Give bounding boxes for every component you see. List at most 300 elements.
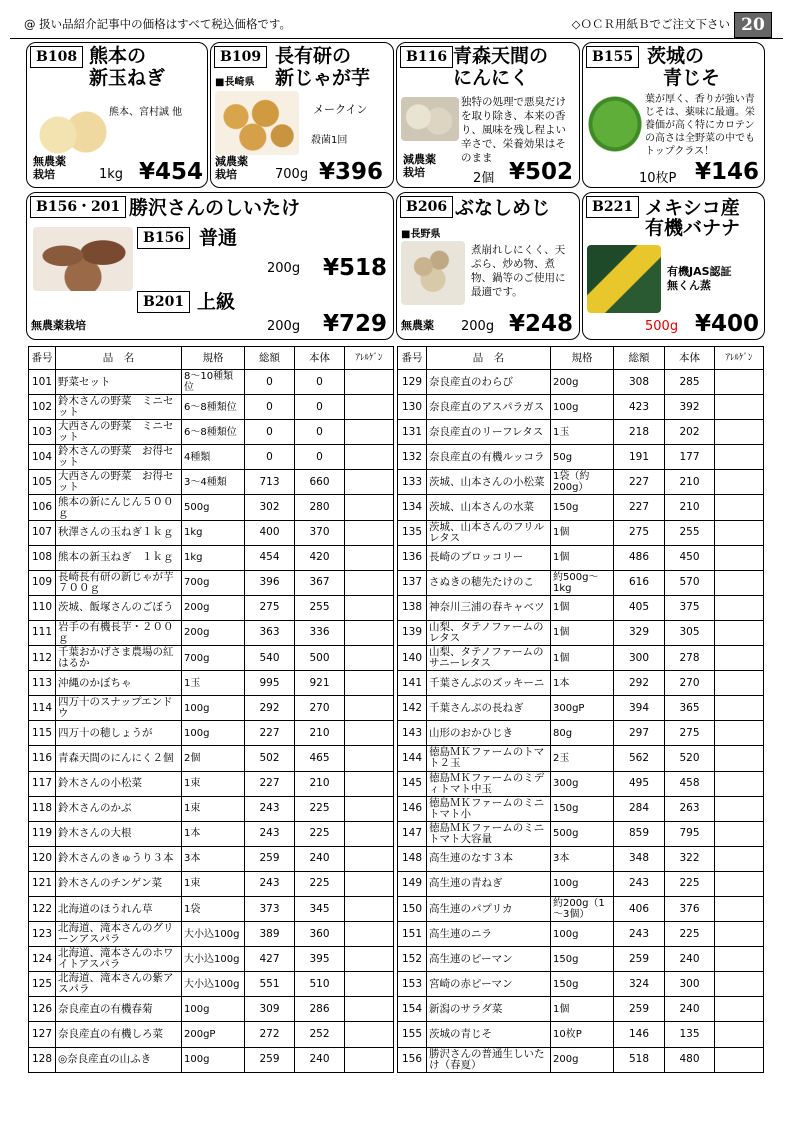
table-header-row xyxy=(398,347,764,370)
item-number: 146 xyxy=(398,796,427,821)
item-name: 沖縄のかぼちゃ xyxy=(56,671,182,696)
table-row[interactable] xyxy=(29,671,394,696)
item-spec: 150g xyxy=(551,972,614,997)
item-name: 北海道、滝本さんのホワイトアスパラ xyxy=(56,947,182,972)
item-total-price: 292 xyxy=(614,671,665,696)
item-total-price: 396 xyxy=(245,570,295,595)
item-name: 鈴木さんのかぶ xyxy=(56,796,182,821)
table-header-row xyxy=(29,347,394,370)
item-number: 132 xyxy=(398,445,427,470)
table-row[interactable] xyxy=(29,595,394,620)
table-row[interactable] xyxy=(29,495,394,520)
item-name: 茨城、山本さんの水菜 xyxy=(427,495,551,520)
item-allergy xyxy=(715,646,764,671)
table-row[interactable] xyxy=(29,1022,394,1047)
item-allergy xyxy=(345,972,394,997)
table-row[interactable] xyxy=(398,821,764,846)
item-number: 153 xyxy=(398,972,427,997)
item-spec: 100g xyxy=(182,696,245,721)
item-base-price: 795 xyxy=(665,821,715,846)
item-allergy xyxy=(715,420,764,445)
item-spec: 1袋 xyxy=(182,896,245,921)
quantity: 500g xyxy=(645,319,679,334)
product-description: 葉が厚く、香りが強い青じそは、薬味に最適。栄養価が高く特にカロテンの高さは全野菜の中でもトップクラス！ xyxy=(645,94,755,157)
table-row[interactable] xyxy=(29,922,394,947)
item-allergy xyxy=(715,997,764,1022)
price: ¥502 xyxy=(509,159,574,185)
item-total-price: 486 xyxy=(614,545,665,570)
item-base-price: 263 xyxy=(665,796,715,821)
certification-2: 無くん蒸 xyxy=(667,279,711,292)
table-row[interactable] xyxy=(398,646,764,671)
item-name: 茨城の青じそ xyxy=(427,1022,551,1047)
cultivation-label-2: 栽培 xyxy=(215,168,237,181)
item-table-left xyxy=(28,346,394,1073)
item-base-price: 465 xyxy=(295,746,345,771)
item-spec: 300g xyxy=(551,771,614,796)
table-row[interactable] xyxy=(29,420,394,445)
item-number: 151 xyxy=(398,922,427,947)
item-allergy xyxy=(345,696,394,721)
item-name: 大西さんの野菜 お得セット xyxy=(56,470,182,495)
item-total-price: 348 xyxy=(614,846,665,871)
item-allergy xyxy=(345,595,394,620)
item-number: 148 xyxy=(398,846,427,871)
item-name: 長崎のブロッコリー xyxy=(427,545,551,570)
item-total-price: 373 xyxy=(245,896,295,921)
quantity: 200g xyxy=(461,319,495,334)
item-name: 茨城、飯塚さんのごぼう xyxy=(56,595,182,620)
item-name: 高生連のニラ xyxy=(427,922,551,947)
item-name: 高生連のなす３本 xyxy=(427,846,551,871)
region: ■長野県 xyxy=(401,229,441,240)
table-row[interactable] xyxy=(29,871,394,896)
item-name: 北海道、滝本さんの紫アスパラ xyxy=(56,972,182,997)
table-row[interactable] xyxy=(29,395,394,420)
table-row[interactable] xyxy=(398,520,764,545)
item-table-right xyxy=(397,346,764,1073)
header-number: 番号 xyxy=(398,347,427,370)
sub-price-1: ¥518 xyxy=(323,255,388,281)
item-allergy xyxy=(715,796,764,821)
item-spec: 100g xyxy=(551,922,614,947)
table-row[interactable] xyxy=(398,721,764,746)
item-spec: 700g xyxy=(182,570,245,595)
cultivation-label: 無農薬栽培 xyxy=(31,319,86,332)
item-allergy xyxy=(715,746,764,771)
item-spec: 150g xyxy=(551,947,614,972)
header-rule xyxy=(10,38,783,39)
item-base-price: 285 xyxy=(665,370,715,395)
sub-quantity-2: 200g xyxy=(267,319,301,334)
item-total-price: 616 xyxy=(614,570,665,595)
item-total-price: 0 xyxy=(245,395,295,420)
item-spec: 1玉 xyxy=(551,420,614,445)
table-row[interactable] xyxy=(29,997,394,1022)
table-row[interactable] xyxy=(398,495,764,520)
table-row[interactable] xyxy=(398,972,764,997)
item-total-price: 389 xyxy=(245,922,295,947)
item-total-price: 292 xyxy=(245,696,295,721)
item-allergy xyxy=(345,620,394,645)
header-name: 品 名 xyxy=(56,347,182,370)
item-allergy xyxy=(345,370,394,395)
item-allergy xyxy=(715,520,764,545)
item-name: 奈良産直のアスパラガス xyxy=(427,395,551,420)
item-base-price: 255 xyxy=(295,595,345,620)
table-row[interactable] xyxy=(29,721,394,746)
product-code: B108 xyxy=(30,46,83,68)
product-card-b221[interactable] xyxy=(582,192,765,340)
item-name: 千葉さんぶのズッキーニ xyxy=(427,671,551,696)
product-code: B221 xyxy=(586,196,639,218)
table-row[interactable] xyxy=(29,570,394,595)
item-spec: 6～8種類位 xyxy=(182,420,245,445)
item-spec: 1束 xyxy=(182,796,245,821)
item-allergy xyxy=(345,947,394,972)
item-allergy xyxy=(345,570,394,595)
table-row[interactable] xyxy=(398,595,764,620)
item-name: 新潟のサラダ菜 xyxy=(427,997,551,1022)
item-number: 130 xyxy=(398,395,427,420)
item-spec: 100g xyxy=(182,1047,245,1072)
item-number: 118 xyxy=(29,796,56,821)
table-row[interactable] xyxy=(29,1047,394,1072)
item-number: 145 xyxy=(398,771,427,796)
table-row[interactable] xyxy=(29,696,394,721)
table-row[interactable] xyxy=(398,696,764,721)
product-card-b116[interactable] xyxy=(396,42,580,188)
item-spec: 200g xyxy=(182,620,245,645)
item-number: 152 xyxy=(398,947,427,972)
item-name: 山梨、タテノファームのサニーレタス xyxy=(427,646,551,671)
item-total-price: 309 xyxy=(245,997,295,1022)
item-name: 鈴木さんのチンゲン菜 xyxy=(56,871,182,896)
item-number: 124 xyxy=(29,947,56,972)
item-base-price: 225 xyxy=(295,821,345,846)
item-spec: 1個 xyxy=(551,646,614,671)
item-base-price: 375 xyxy=(665,595,715,620)
header-allergy: ｱﾚﾙｹﾞﾝ xyxy=(345,347,394,370)
item-base-price: 370 xyxy=(295,520,345,545)
item-allergy xyxy=(715,821,764,846)
sub-product-name-2: 上級 xyxy=(197,291,236,313)
item-base-price: 300 xyxy=(665,972,715,997)
item-spec: 150g xyxy=(551,796,614,821)
item-total-price: 423 xyxy=(614,395,665,420)
item-name: 奈良産直のリーフレタス xyxy=(427,420,551,445)
item-total-price: 243 xyxy=(614,871,665,896)
table-row[interactable] xyxy=(398,1022,764,1047)
item-total-price: 243 xyxy=(614,922,665,947)
item-allergy xyxy=(715,947,764,972)
item-total-price: 227 xyxy=(614,470,665,495)
table-row[interactable] xyxy=(398,846,764,871)
item-number: 128 xyxy=(29,1047,56,1072)
table-row[interactable] xyxy=(29,972,394,997)
item-number: 127 xyxy=(29,1022,56,1047)
item-base-price: 480 xyxy=(665,1047,715,1072)
item-allergy xyxy=(345,871,394,896)
shiitake-photo xyxy=(33,227,133,291)
item-base-price: 345 xyxy=(295,896,345,921)
item-allergy xyxy=(345,997,394,1022)
item-base-price: 360 xyxy=(295,922,345,947)
item-spec: 50g xyxy=(551,445,614,470)
item-number: 156 xyxy=(398,1047,427,1072)
item-name: 四万十のスナップエンドウ xyxy=(56,696,182,721)
item-total-price: 275 xyxy=(614,520,665,545)
item-spec: 大小込100g xyxy=(182,922,245,947)
item-allergy xyxy=(715,1047,764,1072)
item-base-price: 570 xyxy=(665,570,715,595)
table-row[interactable] xyxy=(29,470,394,495)
item-total-price: 406 xyxy=(614,896,665,921)
page-header xyxy=(24,12,772,36)
table-row[interactable] xyxy=(398,922,764,947)
table-row[interactable] xyxy=(398,570,764,595)
product-title-line2: 新玉ねぎ xyxy=(89,67,166,89)
item-number: 125 xyxy=(29,972,56,997)
item-allergy xyxy=(345,896,394,921)
product-title-line1: 青森天間の xyxy=(453,45,549,67)
item-allergy xyxy=(715,470,764,495)
item-allergy xyxy=(715,370,764,395)
table-row[interactable] xyxy=(398,445,764,470)
item-name: 徳島ＭＫファームのトマト２玉 xyxy=(427,746,551,771)
product-title-line2: 新じゃが芋 xyxy=(275,67,371,89)
item-base-price: 392 xyxy=(665,395,715,420)
product-description: 独特の処理で悪臭だけを取り除き、本来の香り、風味を残し程よい辛さで、栄養効果はそのまま xyxy=(461,96,566,164)
item-base-price: 135 xyxy=(665,1022,715,1047)
table-row[interactable] xyxy=(398,771,764,796)
item-number: 120 xyxy=(29,846,56,871)
item-spec: 大小込100g xyxy=(182,972,245,997)
cultivation-label-2: 栽培 xyxy=(403,166,425,179)
item-number: 113 xyxy=(29,671,56,696)
item-base-price: 458 xyxy=(665,771,715,796)
item-base-price: 255 xyxy=(665,520,715,545)
header-total: 総額 xyxy=(245,347,295,370)
item-allergy xyxy=(715,545,764,570)
table-row[interactable] xyxy=(398,620,764,645)
product-card-b156-201[interactable] xyxy=(26,192,394,340)
table-row[interactable] xyxy=(29,445,394,470)
item-total-price: 308 xyxy=(614,370,665,395)
product-code: B206 xyxy=(400,196,453,218)
table-row[interactable] xyxy=(398,746,764,771)
item-base-price: 0 xyxy=(295,370,345,395)
table-row[interactable] xyxy=(29,646,394,671)
item-name: ◎奈良産直の山ふき xyxy=(56,1047,182,1072)
table-row[interactable] xyxy=(29,545,394,570)
table-row[interactable] xyxy=(398,470,764,495)
item-name: 茨城、山本さんのフリルレタス xyxy=(427,520,551,545)
item-name: 鈴木さんの小松菜 xyxy=(56,771,182,796)
item-allergy xyxy=(715,395,764,420)
product-card-b206[interactable] xyxy=(396,192,580,340)
item-spec: 1個 xyxy=(551,545,614,570)
item-name: 鈴木さんの大根 xyxy=(56,821,182,846)
table-row[interactable] xyxy=(29,520,394,545)
item-spec: 200g xyxy=(182,595,245,620)
product-title-line2: 有機バナナ xyxy=(645,217,741,239)
product-title: ぶなしめじ xyxy=(455,197,551,219)
item-spec: 1個 xyxy=(551,595,614,620)
item-allergy xyxy=(345,671,394,696)
item-allergy xyxy=(715,922,764,947)
table-row[interactable] xyxy=(398,420,764,445)
header-base: 本体 xyxy=(295,347,345,370)
quantity: 2個 xyxy=(473,171,495,186)
product-title-line1: 長有研の xyxy=(275,45,352,67)
item-spec: 6～8種類位 xyxy=(182,395,245,420)
table-row[interactable] xyxy=(398,896,764,921)
item-number: 150 xyxy=(398,896,427,921)
item-base-price: 0 xyxy=(295,420,345,445)
item-name: 熊本の新玉ねぎ １ｋｇ xyxy=(56,545,182,570)
item-allergy xyxy=(715,721,764,746)
item-base-price: 510 xyxy=(295,972,345,997)
quantity: 1kg xyxy=(99,167,124,182)
table-row[interactable] xyxy=(29,796,394,821)
item-base-price: 395 xyxy=(295,947,345,972)
item-name: 奈良産直の有機春菊 xyxy=(56,997,182,1022)
item-name: 野菜セット xyxy=(56,370,182,395)
certification-1: 有機JAS認証 xyxy=(667,265,732,278)
item-name: 奈良産直の有機ルッコラ xyxy=(427,445,551,470)
item-base-price: 280 xyxy=(295,495,345,520)
cultivation-label-1: 減農薬 xyxy=(215,155,248,168)
spray-count: 殺菌1回 xyxy=(311,135,348,146)
item-number: 137 xyxy=(398,570,427,595)
item-base-price: 365 xyxy=(665,696,715,721)
item-spec: 700g xyxy=(182,646,245,671)
product-card-b155[interactable] xyxy=(582,42,765,188)
item-name: 秋澤さんの玉ねぎ１ｋｇ xyxy=(56,520,182,545)
item-total-price: 191 xyxy=(614,445,665,470)
product-title-line2: にんにく xyxy=(453,67,530,89)
table-row[interactable] xyxy=(29,746,394,771)
item-base-price: 286 xyxy=(295,997,345,1022)
item-number: 117 xyxy=(29,771,56,796)
item-allergy xyxy=(345,1047,394,1072)
item-number: 107 xyxy=(29,520,56,545)
item-number: 136 xyxy=(398,545,427,570)
onion-photo xyxy=(37,99,107,159)
table-row[interactable] xyxy=(398,796,764,821)
table-row[interactable] xyxy=(398,947,764,972)
item-name: さぬきの穂先たけのこ xyxy=(427,570,551,595)
header-spec: 規格 xyxy=(551,347,614,370)
table-row[interactable] xyxy=(398,871,764,896)
sub-quantity-1: 200g xyxy=(267,261,301,276)
potato-photo xyxy=(215,91,299,155)
item-spec: 80g xyxy=(551,721,614,746)
quantity: 10枚P xyxy=(639,171,677,186)
item-name: 鈴木さんのきゅうり３本 xyxy=(56,846,182,871)
item-allergy xyxy=(715,1022,764,1047)
table-row[interactable] xyxy=(398,545,764,570)
table-row[interactable] xyxy=(398,1047,764,1072)
item-allergy xyxy=(345,545,394,570)
item-base-price: 520 xyxy=(665,746,715,771)
table-row[interactable] xyxy=(29,896,394,921)
table-row[interactable] xyxy=(398,997,764,1022)
table-row[interactable] xyxy=(29,771,394,796)
item-total-price: 394 xyxy=(614,696,665,721)
product-card-b108[interactable] xyxy=(26,42,208,188)
product-code: B156・201 xyxy=(30,196,126,218)
item-number: 133 xyxy=(398,470,427,495)
item-allergy xyxy=(715,696,764,721)
item-name: 奈良産直のわらび xyxy=(427,370,551,395)
table-row[interactable] xyxy=(398,395,764,420)
item-base-price: 450 xyxy=(665,545,715,570)
item-name: 大西さんの野菜 ミニセット xyxy=(56,420,182,445)
product-title-line1: メキシコ産 xyxy=(645,197,740,219)
header-spec: 規格 xyxy=(182,347,245,370)
table-row[interactable] xyxy=(29,947,394,972)
table-row[interactable] xyxy=(29,821,394,846)
item-spec: 1個 xyxy=(551,520,614,545)
item-base-price: 0 xyxy=(295,395,345,420)
table-row[interactable] xyxy=(398,370,764,395)
product-code: B116 xyxy=(400,46,453,68)
item-number: 149 xyxy=(398,871,427,896)
table-row[interactable] xyxy=(29,846,394,871)
item-name: 勝沢さんの普通生しいたけ（春夏） xyxy=(427,1047,551,1072)
shimeji-photo xyxy=(401,241,465,305)
item-spec: 2個 xyxy=(182,746,245,771)
item-spec: 8～10種類位 xyxy=(182,370,245,395)
table-row[interactable] xyxy=(29,620,394,645)
item-name: 鈴木さんの野菜 ミニセット xyxy=(56,395,182,420)
item-allergy xyxy=(345,520,394,545)
item-base-price: 660 xyxy=(295,470,345,495)
product-card-b109[interactable] xyxy=(210,42,394,188)
item-total-price: 427 xyxy=(245,947,295,972)
item-base-price: 240 xyxy=(665,947,715,972)
item-total-price: 218 xyxy=(614,420,665,445)
product-title-line1: 茨城の xyxy=(647,45,705,67)
item-base-price: 202 xyxy=(665,420,715,445)
item-base-price: 225 xyxy=(295,796,345,821)
item-allergy xyxy=(715,896,764,921)
item-base-price: 210 xyxy=(665,495,715,520)
table-row[interactable] xyxy=(398,671,764,696)
item-name: 奈良産直の有機しろ菜 xyxy=(56,1022,182,1047)
header-base: 本体 xyxy=(665,347,715,370)
item-base-price: 275 xyxy=(665,721,715,746)
item-spec: 1本 xyxy=(551,671,614,696)
item-number: 139 xyxy=(398,620,427,645)
item-name: 徳島ＭＫファームのミニトマト小 xyxy=(427,796,551,821)
item-number: 138 xyxy=(398,595,427,620)
table-row[interactable] xyxy=(29,370,394,395)
item-allergy xyxy=(345,495,394,520)
item-spec: 1kg xyxy=(182,545,245,570)
item-name: 徳島ＭＫファームのミニトマト大容量 xyxy=(427,821,551,846)
price: ¥396 xyxy=(319,159,384,185)
item-number: 101 xyxy=(29,370,56,395)
item-total-price: 297 xyxy=(614,721,665,746)
item-number: 111 xyxy=(29,620,56,645)
item-spec: 大小込100g xyxy=(182,947,245,972)
banana-photo xyxy=(587,245,661,313)
item-total-price: 259 xyxy=(245,846,295,871)
item-spec: 4種類 xyxy=(182,445,245,470)
